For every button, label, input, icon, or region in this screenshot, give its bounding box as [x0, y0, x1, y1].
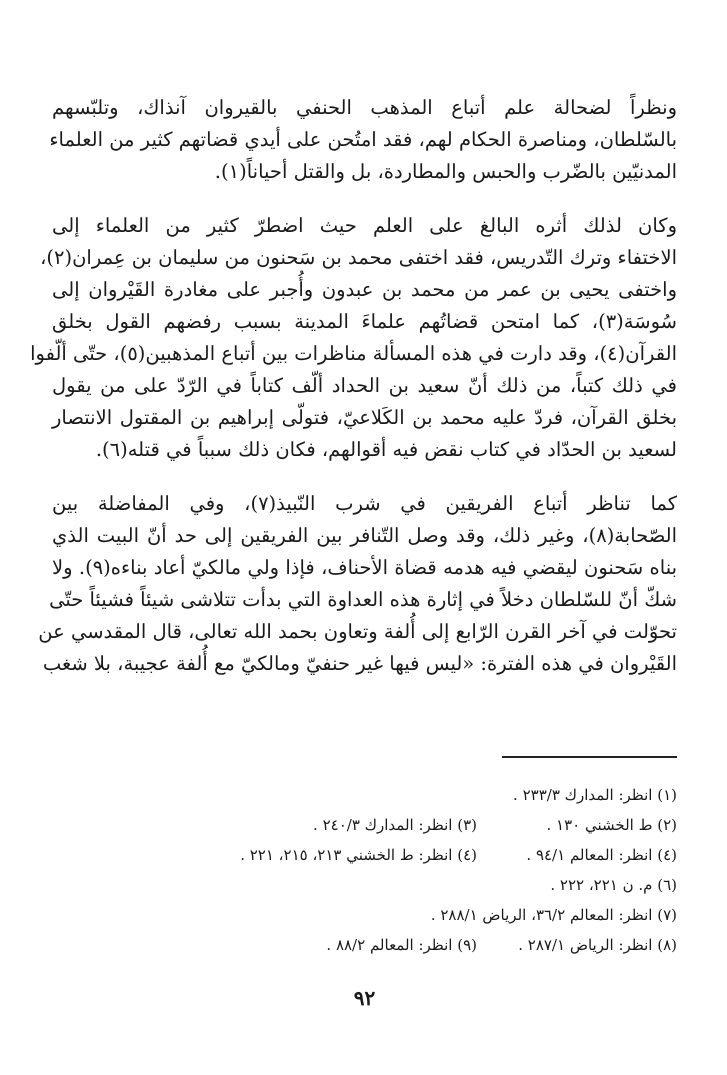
footnote: (٩) انظر: المعالم ٨٨/٢ . — [326, 936, 477, 954]
footnote: (٢) ط الخشني ١٣٠ . — [546, 816, 677, 834]
text-line: الاختفاء وترك التّدريس، فقد اختفى محمد بن سَحنون من سليمان بن عِمران(٢)، — [40, 246, 677, 269]
text-line: بالسّلطان، ومناصرة الحكام لهم، فقد امتُحن على أيدي قضاتهم كثير من العلماء — [49, 128, 677, 151]
footnote: (١) انظر: المدارك ٢٣٣/٣ . — [513, 786, 677, 804]
book-page — [30, 92, 678, 1042]
text-line: المدنيّين بالضّرب والحبس والمطاردة، بل والقتل أحياناً(١). — [214, 160, 677, 183]
footnote-row — [52, 870, 677, 900]
text-line: واختفى يحيى بن عمر من محمد بن عبدون وأُجبر على مغادرة القَيْروان إلى — [52, 278, 677, 301]
text-line: القَيْروان في هذه الفترة: «ليس فيها غير حنفيّ ومالكيّ مع أُلفة عجيبة، بلا شغب — [42, 652, 677, 675]
footnote: (٦) م. ن ٢٢١، ٢٢٢ . — [550, 876, 677, 894]
paragraph-1 — [49, 92, 677, 188]
footnote-row — [52, 930, 677, 960]
footnote-row — [52, 900, 677, 930]
text-line: الصّحابة(٨)، وغير ذلك، وقد وصل التّنافر بين الفريقين إلى حد أنّ البيت الذي — [52, 524, 677, 547]
footnote-row — [52, 780, 677, 810]
text-line: بناه سَحنون ليقضي فيه هدمه قضاة الأحناف، فإذا ولي مالكيّ أعاد بناءه(٩). ولا — [52, 556, 678, 579]
text-line: شكّ أنّ للسّلطان دخلاً في إثارة هذه العداوة التي بدأت تتلاشى شيئاً فشيئاً حتّى — [49, 588, 677, 611]
footnote — [52, 780, 477, 810]
footnote: (٤) انظر: ط الخشني ٢١٣، ٢١٥، ٢٢١ . — [240, 846, 477, 864]
footnote-row — [52, 810, 677, 840]
footnote: (٧) انظر: المعالم ٣٦/٢، الرياض ٢٨٨/١ . — [430, 906, 677, 924]
text-line: سُوسَة(٣)، كما امتحن قضاتُهم علماءَ المدينة بسبب رفضهم القول بخلق — [52, 310, 677, 333]
text-line: في ذلك كتباً، من ذلك أنّ سعيد بن الحداد ألّف كتاباً في الرّدّ على من يقول — [52, 374, 677, 397]
footnote-row — [52, 840, 677, 870]
text-line: بخلق القرآن، فردّ عليه محمد بن الكَلاعيّ، فتولّى إبراهيم بن المقتول الانتصار — [52, 406, 677, 429]
text-line: ونظراً لضحالة علم أتباع المذهب الحنفي بالقيروان آنذاك، وتلبّسهم — [52, 96, 677, 119]
text-line: القرآن(٤)، وقد دارت في هذه المسألة مناظرات بين أتباع المذهبين(٥)، حتّى ألّفوا — [30, 342, 677, 365]
page-number: ٩٢ — [353, 986, 376, 1010]
footnote-separator — [502, 756, 677, 758]
footnote: (٤) انظر: المعالم ٩٤/١ . — [526, 846, 677, 864]
text-line: وكان لذلك أثره البالغ على العلم حيث اضطرّ كثير من العلماء إلى — [52, 214, 677, 237]
footnote — [52, 870, 477, 900]
footnote: (٨) انظر: الرياض ٢٨٧/١ . — [518, 936, 677, 954]
footnotes — [52, 780, 677, 960]
paragraph-3 — [38, 488, 678, 680]
text-line: تحوّلت في آخر القرن الرّابع إلى أُلفة وتعاون بحمد الله تعالى، قال المقدسي عن — [38, 620, 677, 643]
text-line: لسعيد بن الحدّاد في كتاب نقض فيه أقوالهم، فكان ذلك سبباً في قتله(٦). — [95, 438, 677, 461]
footnote: (٣) انظر: المدارك ٢٤٠/٣ . — [313, 816, 477, 834]
text-line: كما تناظر أتباع الفريقين في شرب النّبيذ(٧)، وفي المفاضلة بين — [52, 492, 677, 515]
paragraph-2 — [30, 210, 677, 466]
